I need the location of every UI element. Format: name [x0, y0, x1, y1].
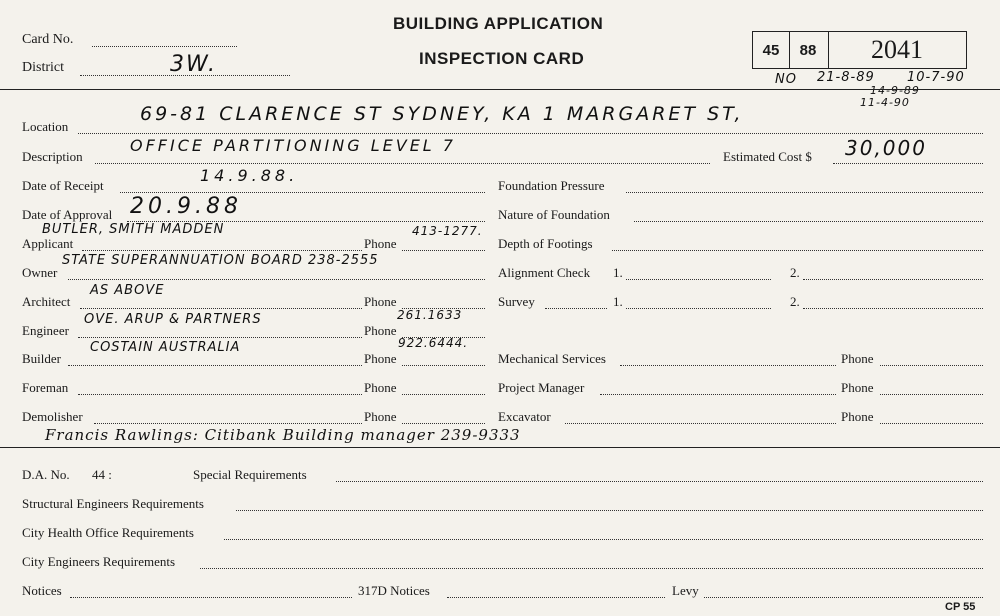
inspection-date-1: 21-8-89	[817, 70, 875, 85]
owner-value: STATE SUPERANNUATION BOARD 238-2555	[62, 253, 379, 268]
mechanical-services-label: Mechanical Services	[498, 351, 606, 366]
nature-foundation-label: Nature of Foundation	[498, 207, 610, 222]
health-requirements-label: City Health Office Requirements	[22, 525, 194, 540]
project-manager-phone-label: Phone	[841, 380, 874, 395]
engineer-label: Engineer	[22, 323, 69, 338]
mechanical-services-line	[620, 365, 836, 366]
demolisher-label: Demolisher	[22, 409, 83, 424]
architect-line	[80, 308, 362, 309]
structural-requirements-line	[236, 510, 983, 511]
engineer-phone-value: 261.1633	[397, 308, 463, 322]
architect-phone-label: Phone	[364, 294, 397, 309]
notices-317d-line	[447, 597, 665, 598]
demolisher-phone-label: Phone	[364, 409, 397, 424]
excavator-phone-line	[880, 423, 983, 424]
header-divider	[0, 89, 1000, 90]
structural-requirements-label: Structural Engineers Requirements	[22, 496, 204, 511]
health-requirements-line	[224, 539, 983, 540]
demolisher-line	[94, 423, 362, 424]
nature-foundation-line	[634, 221, 983, 222]
inspection-date-4: 11-4-90	[860, 96, 910, 109]
note-no: NO	[775, 72, 797, 87]
title-inspection-card: INSPECTION CARD	[419, 49, 585, 68]
levy-label: Levy	[672, 583, 699, 598]
builder-phone-label: Phone	[364, 351, 397, 366]
builder-label: Builder	[22, 351, 61, 366]
notices-label: Notices	[22, 583, 62, 598]
alignment-num-1: 1.	[613, 265, 623, 280]
builder-line	[68, 365, 362, 366]
builder-value: COSTAIN AUSTRALIA	[90, 340, 241, 355]
date-receipt-line	[120, 192, 485, 193]
alignment-check-label: Alignment Check	[498, 265, 591, 280]
engineer-line	[78, 337, 362, 338]
builder-phone-value: 922.6444.	[398, 336, 469, 350]
applicant-line	[82, 250, 362, 251]
owner-label: Owner	[22, 265, 58, 280]
foreman-label: Foreman	[22, 380, 69, 395]
engineer-phone-label: Phone	[364, 323, 397, 338]
foundation-pressure-label: Foundation Pressure	[498, 178, 605, 193]
applicant-value: BUTLER, SMITH MADDEN	[42, 222, 225, 237]
box-88: 88	[788, 31, 829, 69]
estimated-cost-value: 30,000	[845, 136, 927, 160]
city-engineers-label: City Engineers Requirements	[22, 554, 176, 569]
demolisher-phone-line	[402, 423, 485, 424]
form-code: CP 55	[945, 601, 976, 613]
footer-divider	[0, 447, 1000, 448]
notices-317d-label: 317D Notices	[358, 583, 430, 598]
date-approval-label: Date of Approval	[22, 207, 113, 222]
box-45: 45	[752, 31, 790, 69]
notices-line	[70, 597, 352, 598]
date-receipt-value: 14.9.88.	[200, 166, 299, 185]
survey-label: Survey	[498, 294, 535, 309]
architect-label: Architect	[22, 294, 71, 309]
alignment-line-1	[626, 279, 771, 280]
project-manager-label: Project Manager	[498, 380, 585, 395]
handwritten-note: Francis Rawlings: Citibank Building manager 239-9333	[45, 426, 521, 444]
excavator-label: Excavator	[498, 409, 551, 424]
inspection-date-3: 14-9-89	[870, 84, 920, 97]
card-no-label: Card No.	[22, 32, 74, 47]
builder-phone-line	[402, 365, 485, 366]
survey-lead-line	[545, 308, 607, 309]
applicant-label: Applicant	[22, 236, 74, 251]
alignment-num-2: 2.	[790, 265, 800, 280]
depth-footings-label: Depth of Footings	[498, 236, 593, 251]
special-requirements-line	[336, 481, 983, 482]
location-label: Location	[22, 119, 69, 134]
da-no-label: D.A. No.	[22, 467, 70, 482]
da-no-value: 44 :	[92, 467, 112, 482]
title-building-application: BUILDING APPLICATION	[393, 14, 604, 33]
alignment-line-2	[803, 279, 983, 280]
engineer-value: OVE. ARUP & PARTNERS	[84, 312, 262, 327]
description-label: Description	[22, 149, 83, 164]
owner-line	[68, 279, 485, 280]
foreman-phone-line	[402, 394, 485, 395]
levy-line	[704, 597, 983, 598]
district-value: 3W.	[170, 52, 217, 77]
inspection-date-2: 10-7-90	[907, 70, 965, 85]
foundation-pressure-line	[626, 192, 983, 193]
survey-line-1	[626, 308, 771, 309]
card-no-line	[92, 46, 237, 47]
district-label: District	[22, 60, 64, 75]
applicant-phone-value: 413-1277.	[412, 224, 483, 238]
project-manager-phone-line	[880, 394, 983, 395]
card-number-box: 2041	[828, 31, 967, 69]
city-engineers-line	[200, 568, 983, 569]
date-receipt-label: Date of Receipt	[22, 178, 104, 193]
survey-num-1: 1.	[613, 294, 623, 309]
location-value: 69-81 CLARENCE ST SYDNEY, KA 1 MARGARET ST,	[140, 103, 744, 125]
date-approval-value: 20.9.88	[130, 194, 242, 219]
project-manager-line	[600, 394, 836, 395]
estimated-cost-label: Estimated Cost $	[723, 149, 812, 164]
mechanical-phone-label: Phone	[841, 351, 874, 366]
estimated-cost-line	[833, 163, 983, 164]
special-requirements-label: Special Requirements	[193, 467, 307, 482]
depth-footings-line	[612, 250, 983, 251]
survey-line-2	[803, 308, 983, 309]
location-line	[78, 133, 983, 134]
foreman-line	[78, 394, 362, 395]
mechanical-phone-line	[880, 365, 983, 366]
applicant-phone-line	[402, 250, 485, 251]
foreman-phone-label: Phone	[364, 380, 397, 395]
description-line	[95, 163, 710, 164]
excavator-line	[565, 423, 836, 424]
applicant-phone-label: Phone	[364, 236, 397, 251]
excavator-phone-label: Phone	[841, 409, 874, 424]
survey-num-2: 2.	[790, 294, 800, 309]
description-value: OFFICE PARTITIONING LEVEL 7	[130, 136, 456, 155]
architect-value: AS ABOVE	[90, 283, 165, 298]
